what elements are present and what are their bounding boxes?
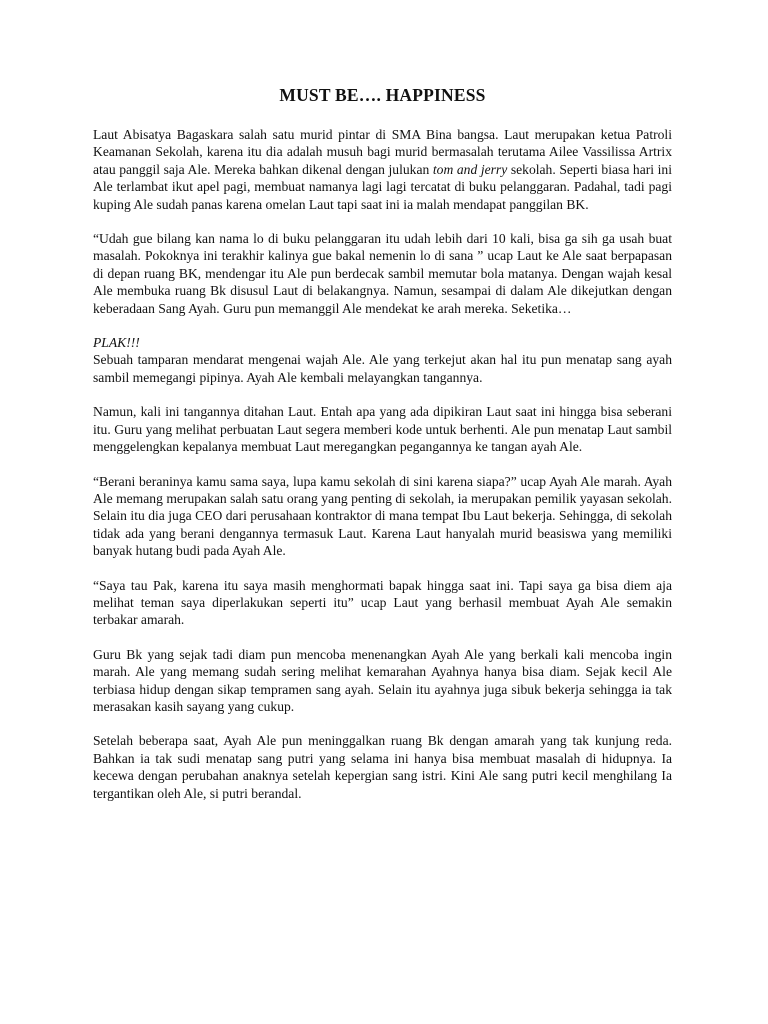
paragraph-1-text-end: sekolah. Seperti biasa hari ini Ale terlambat ikut apel pagi, membuat namanya lagi lagi tercatat di buku pelanggaran. Padahal, tadi pagi kuping Ale sudah panas karena omelan Laut tapi saat ini ia malah mendapat panggilan BK.	[93, 161, 672, 212]
paragraph-1-italic-phrase: tom and jerry	[432, 161, 508, 177]
paragraph-7: Guru Bk yang sejak tadi diam pun mencoba menenangkan Ayah Ale yang berkali kali mencoba ingin marah. Ale yang memang sudah sering melihat kemarahan Ayahnya hanya bisa diam. Sejak kecil Ale terbiasa hidup dengan sikap tempramen sang ayah. Selain itu ayahnya juga sibuk bekerja sehingga ia tak merasakan kasih sayang yang cukup.	[93, 646, 672, 714]
paragraph-3-heading	[93, 334, 672, 351]
paragraph-3: Sebuah tamparan mendarat mengenai wajah Ale. Ale yang terkejut akan hal itu pun menatap sang ayah sambil memegangi pipinya. Ayah Ale kembali melayangkan tangannya.	[93, 352, 672, 385]
paragraph-4: Namun, kali ini tangannya ditahan Laut. Entah apa yang ada dipikiran Laut saat ini hingga bisa seberani itu. Guru yang melihat perbuatan Laut segera memberi kode untuk berhenti. Ale pun menatap Laut sambil menggelengkan kepalanya membuat Laut meregangkan pegangannya ke tangan ayah Ale.	[93, 404, 672, 455]
plak-exclamation: PLAK!!!	[93, 335, 140, 351]
paragraph-8: Setelah beberapa saat, Ayah Ale pun meninggalkan ruang Bk dengan amarah yang tak kunjung reda. Bahkan ia tak sudi menatap sang putri yang selama ini hanya bisa membuat masalah di hidupnya. Ia kecewa dengan perubahan anaknya setelah kepergian sang istri. Kini Ale sang putri kecil menghilang Ia tergantikan oleh Ale, si putri berandal.	[93, 733, 672, 801]
paragraph-2: “Udah gue bilang kan nama lo di buku pelanggaran itu udah lebih dari 10 kali, bisa ga sih ga usah buat masalah. Pokoknya ini terakhir kalinya gue bakal nemenin lo di sana ” ucap Laut ke Ale saat berpapasan di depan ruang BK, mendengar itu Ale pun berdecak sambil memutar bola matanya. Dengan wajah kesal Ale membuka ruang Bk disusul Laut di belakangnya. Namun, sesampai di dalam Ale dikejutkan dengan keberadaan Sang Ayah. Guru pun memanggil Ale mendekat ke arah mereka. Seketika…	[93, 231, 672, 316]
paragraph-1-text-start: Laut Abisatya Bagaskara salah satu murid pintar di SMA Bina bangsa. Laut merupakan ketua Patroli Keamanan Sekolah, karena itu dia adalah musuh bagi murid bermasalah terutama Ailee Vassilissa Artrix atau panggil saja Ale. Mereka bahkan dikenal dengan julukan	[93, 127, 672, 177]
paragraph-1	[93, 126, 672, 213]
document-title: MUST BE…. HAPPINESS	[279, 85, 486, 105]
document-page	[93, 84, 672, 819]
paragraph-6: “Saya tau Pak, karena itu saya masih menghormati bapak hingga saat ini. Tapi saya ga bisa diem aja melihat teman saya diperlakukan seperti itu” ucap Laut yang berhasil membuat Ayah Ale semakin terbakar amarah.	[93, 577, 672, 628]
paragraph-5: “Berani beraninya kamu sama saya, lupa kamu sekolah di sini karena siapa?” ucap Ayah Ale marah. Ayah Ale memang merupakan salah satu orang yang penting di sekolah, ia merupakan pemilik yayasan sekolah. Selain itu dia juga CEO dari perusahaan kontraktor di mana tempat Ibu Laut bekerja. Sehingga, di sekolah tidak ada yang berani dengannya termasuk Laut. Karena Laut hanyalah murid beasiswa yang memiliki banyak hutang budi pada Ayah Ale.	[93, 473, 672, 559]
